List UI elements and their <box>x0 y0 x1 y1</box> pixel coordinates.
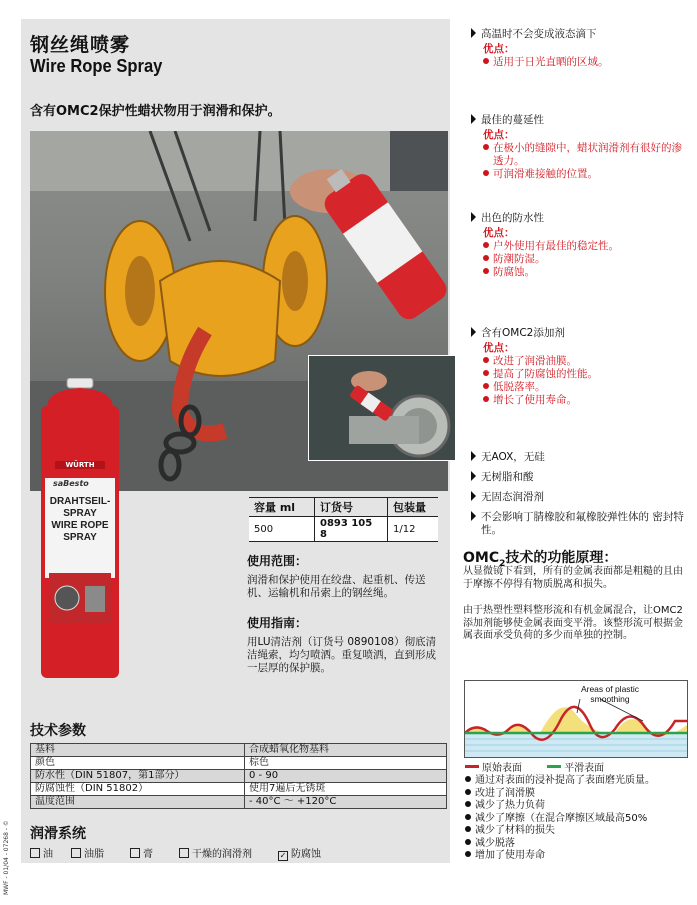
list-item: 减少了材料的损失 <box>465 825 687 838</box>
extra-feature: 无AOX，无硅 <box>471 451 686 464</box>
bullet-icon <box>465 851 471 857</box>
bullet-icon <box>483 255 489 261</box>
tech-key: 温度范围 <box>31 796 245 809</box>
omc-surface-diagram <box>464 680 688 758</box>
diagram-legend <box>465 759 604 774</box>
extra-feature: 无固态润滑剂 <box>471 491 686 504</box>
lubrication-option <box>179 845 252 861</box>
advantage-point: 防潮防湿。 <box>483 253 686 266</box>
advantage-point: 可润滑难接触的位置。 <box>483 168 686 181</box>
extra-feature: 无树脂和酸 <box>471 471 686 484</box>
feature-block-3 <box>471 212 686 279</box>
advantage-point: 增长了使用寿命。 <box>483 394 686 407</box>
bullet-icon <box>465 839 471 845</box>
checkbox-checked-icon: ✓ <box>279 851 287 860</box>
can-label-line: DRAHTSEIL- <box>49 496 111 507</box>
table-row <box>31 744 447 757</box>
feature-title: 最佳的蔓延性 <box>471 114 686 127</box>
table-row <box>31 796 447 809</box>
table-row <box>31 770 447 783</box>
advantage-label: 优点： <box>483 129 515 141</box>
list-item: 减少了摩擦（在混合摩擦区域最高50% <box>465 813 687 826</box>
bullet-icon <box>465 814 471 820</box>
feature-title: 含有OMC2添加剂 <box>471 327 686 340</box>
list-item: 通过对表面的浸补提高了表面磨光质量。 <box>465 775 687 788</box>
list-item: 减少了热力负荷 <box>465 800 687 813</box>
usage-text: 润滑和保护使用在绞盘、起重机、传送机、运输机和吊索上的钢丝绳。 <box>247 574 426 599</box>
can-label-line: SPRAY <box>63 532 97 543</box>
instructions-text: 用LU清洁剂（订货号 0890108）彻底清洁绳索，均匀喷洒。重复喷洒，直到形成一层厚的保护膜。 <box>247 636 437 674</box>
list-item: 改进了润滑膜 <box>465 788 687 801</box>
legend-smooth: 平滑表面 <box>564 763 605 774</box>
feature-block-4 <box>471 327 686 407</box>
can-label-line: WIRE ROPE <box>51 520 109 531</box>
product-subtitle: 含有OMC2保护性蜡状物用于润滑和保护。 <box>30 104 281 119</box>
product-title-cn: 钢丝绳喷雾 <box>30 34 131 56</box>
product-title-en: Wire Rope Spray <box>30 56 163 76</box>
table-row <box>31 783 447 796</box>
checkbox-icon <box>71 848 81 858</box>
checkbox-icon <box>30 848 40 858</box>
bullet-icon <box>465 776 471 782</box>
bullet-icon <box>465 789 471 795</box>
bullet-icon <box>465 801 471 807</box>
bullet-icon <box>483 58 489 64</box>
can-sub-brand: saBesto <box>53 479 89 488</box>
order-number: 0893 105 8 <box>315 517 388 542</box>
omc-heading: $OMC_2$技术的功能原理： <box>463 550 618 569</box>
feature-title: 出色的防水性 <box>471 212 686 225</box>
tech-key: 基料 <box>31 744 245 757</box>
spray-can-product <box>37 378 123 683</box>
advantage-point: 户外使用有最佳的稳定性。 <box>483 240 686 253</box>
advantage-point: 防腐蚀。 <box>483 266 686 279</box>
option-label: 油脂 <box>84 849 104 860</box>
omc-para-1: 从显微镜下看到，所有的金属表面都是粗糙的且由于摩擦不停得有物质脱离和损失。 <box>463 566 683 590</box>
lubrication-option <box>130 845 153 861</box>
lubrication-heading: 润滑系统 <box>30 826 86 842</box>
legend-red-line-icon <box>465 765 479 768</box>
option-label: 干燥的润滑剂 <box>192 849 252 860</box>
inset-photo-winch <box>308 355 456 461</box>
order-table-header <box>249 498 438 517</box>
option-label: 油 <box>43 849 53 860</box>
tech-key: 颜色 <box>31 757 245 770</box>
winch-illustration <box>309 356 455 460</box>
advantage-point: 提高了防腐蚀的性能。 <box>483 368 686 381</box>
lubrication-option <box>71 845 104 861</box>
tech-value: 使用7遍后无锈斑 <box>245 783 447 796</box>
usage-heading: 使用范围： <box>247 554 308 568</box>
table-row <box>31 757 447 770</box>
tech-value: 合成蜡氧化物基料 <box>245 744 447 757</box>
omc-para-2: 由于热塑性塑料整形流和有机金属混合，让OMC2添加剂能够使金属表面变平滑。该整形流可根据金属表面承受负荷的多少而单独的控制。 <box>463 605 683 641</box>
can-label-line: SPRAY <box>63 508 97 519</box>
advantage-point: 改进了润滑油膜。 <box>483 355 686 368</box>
option-label: 膏 <box>143 849 153 860</box>
bullet-icon <box>483 268 489 274</box>
tech-value: 棕色 <box>245 757 447 770</box>
advantage-label: 优点： <box>483 43 515 55</box>
bullet-icon <box>483 370 489 376</box>
option-label: 防腐蚀 <box>291 849 321 860</box>
bullet-icon <box>483 396 489 402</box>
bullet-icon <box>483 357 489 363</box>
extra-features <box>471 451 686 537</box>
legend-original: 原始表面 <box>482 763 522 774</box>
checkbox-icon <box>130 848 140 858</box>
tech-key: 防水性（DIN 51807，第1部分） <box>31 770 245 783</box>
bullet-icon <box>483 242 489 248</box>
document-code: MWF - 01/04 - 07268 - © <box>3 820 10 895</box>
instructions-heading: 使用指南： <box>247 616 308 630</box>
table-row <box>249 517 438 542</box>
advantage-point: 适用于日光直晒的区域。 <box>483 56 686 69</box>
bullet-icon <box>465 826 471 832</box>
order-header-number: 订货号 <box>315 498 388 517</box>
advantage-label: 优点： <box>483 342 515 354</box>
can-label <box>45 496 115 544</box>
arrow-right-icon <box>471 491 476 501</box>
checkbox-icon <box>179 848 189 858</box>
tech-value: 0 - 90 <box>245 770 447 783</box>
arrow-right-icon <box>471 511 476 521</box>
bullet-icon <box>483 144 489 150</box>
feature-block-2 <box>471 114 686 181</box>
arrow-right-icon <box>471 327 476 337</box>
tech-heading: 技术参数 <box>30 723 86 739</box>
advantage-label: 优点： <box>483 227 515 239</box>
bullet-icon <box>483 383 489 389</box>
extra-feature: 不会影响丁腈橡胶和氟橡胶弹性体的 密封特性。 <box>471 511 686 537</box>
order-volume: 500 <box>249 517 315 542</box>
lubrication-option <box>278 845 321 861</box>
advantage-point: 低脱落率。 <box>483 381 686 394</box>
diagram-label: Areas of plastic smoothing <box>580 684 640 704</box>
order-header-pack: 包装量 <box>388 498 439 517</box>
tech-value: - 40°C ～ +120°C <box>245 796 447 809</box>
arrow-right-icon <box>471 212 476 222</box>
order-table <box>249 497 438 542</box>
can-brand-logo: WÜRTH <box>55 461 105 469</box>
feature-block-1 <box>471 28 686 69</box>
list-item: 增加了使用寿命 <box>465 850 687 863</box>
arrow-right-icon <box>471 114 476 124</box>
bullet-icon <box>483 170 489 176</box>
order-header-volume: 容量 ml <box>249 498 315 517</box>
list-item: 减少脱落 <box>465 838 687 851</box>
tech-table <box>30 743 447 809</box>
lubrication-options <box>30 845 321 861</box>
advantage-point: 在极小的缝隙中，蜡状润滑剂有很好的渗透力。 <box>483 142 686 168</box>
lubrication-option <box>30 845 53 861</box>
feature-title: 高温时不会变成液态滴下 <box>471 28 686 41</box>
legend-green-line-icon <box>547 765 561 768</box>
tech-key: 防腐蚀性（DIN 51802） <box>31 783 245 796</box>
arrow-right-icon <box>471 471 476 481</box>
omc-benefits <box>465 775 687 863</box>
arrow-right-icon <box>471 28 476 38</box>
order-pack: 1/12 <box>388 517 439 542</box>
arrow-right-icon <box>471 451 476 461</box>
